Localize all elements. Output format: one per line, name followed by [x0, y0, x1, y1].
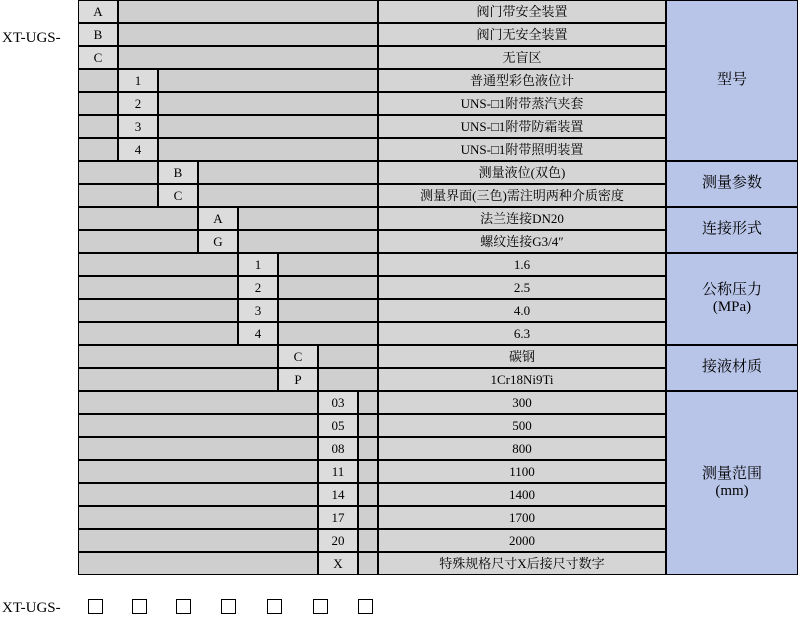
code-cell-B[interactable]: B	[158, 161, 198, 184]
group-label-line1-3: 公称压力	[701, 281, 762, 298]
row-filler-5	[78, 115, 118, 138]
code-cell-3[interactable]: 3	[238, 299, 278, 322]
row-trailing-filler-16	[318, 368, 378, 391]
legend-code-box-5[interactable]	[267, 599, 282, 614]
group-label-4	[666, 345, 798, 391]
description-cell-3: 普通型彩色液位计	[378, 69, 666, 92]
description-cell-12: 2.5	[378, 276, 666, 299]
row-filler-8	[78, 184, 158, 207]
description-cell-24: 特殊规格尺寸X后接尺寸数字	[378, 552, 666, 575]
code-cell-4[interactable]: 4	[238, 322, 278, 345]
legend-prefix-label: XT-UGS-	[2, 600, 61, 616]
code-cell-X[interactable]: X	[318, 552, 358, 575]
group-label-3	[666, 253, 798, 345]
description-cell-11: 1.6	[378, 253, 666, 276]
row-filler-20	[78, 460, 318, 483]
code-cell-A[interactable]: A	[198, 207, 238, 230]
row-filler-24	[78, 552, 318, 575]
description-cell-20: 1100	[378, 460, 666, 483]
row-trailing-filler-24	[358, 552, 378, 575]
row-trailing-filler-14	[278, 322, 378, 345]
group-label-line2-5: (mm)	[715, 483, 749, 499]
code-cell-G[interactable]: G	[198, 230, 238, 253]
legend-code-box-4[interactable]	[221, 599, 236, 614]
row-trailing-filler-21	[358, 483, 378, 506]
code-cell-C[interactable]: C	[78, 46, 118, 69]
row-trailing-filler-2	[118, 46, 378, 69]
row-filler-18	[78, 414, 318, 437]
description-cell-17: 300	[378, 391, 666, 414]
row-trailing-filler-13	[278, 299, 378, 322]
row-trailing-filler-11	[278, 253, 378, 276]
description-cell-16: 1Cr18Ni9Ti	[378, 368, 666, 391]
description-cell-23: 2000	[378, 529, 666, 552]
group-label-line1-5: 测量范围	[701, 465, 762, 482]
legend-code-box-2[interactable]	[132, 599, 147, 614]
group-label-1	[666, 161, 798, 207]
description-cell-1: 阀门无安全装置	[378, 23, 666, 46]
code-cell-4[interactable]: 4	[118, 138, 158, 161]
row-filler-7	[78, 161, 158, 184]
row-filler-13	[78, 299, 238, 322]
code-cell-05[interactable]: 05	[318, 414, 358, 437]
row-filler-21	[78, 483, 318, 506]
row-trailing-filler-8	[198, 184, 378, 207]
row-filler-19	[78, 437, 318, 460]
description-cell-0: 阀门带安全装置	[378, 0, 666, 23]
description-cell-14: 6.3	[378, 322, 666, 345]
row-trailing-filler-3	[158, 69, 378, 92]
description-cell-8: 测量界面(三色)需注明两种介质密度	[378, 184, 666, 207]
row-trailing-filler-20	[358, 460, 378, 483]
code-cell-03[interactable]: 03	[318, 391, 358, 414]
code-cell-08[interactable]: 08	[318, 437, 358, 460]
row-filler-15	[78, 345, 278, 368]
row-trailing-filler-7	[198, 161, 378, 184]
row-filler-6	[78, 138, 118, 161]
row-trailing-filler-22	[358, 506, 378, 529]
group-label-line1-1: 测量参数	[701, 175, 762, 192]
description-cell-5: UNS-□1附带防霜装置	[378, 115, 666, 138]
row-filler-3	[78, 69, 118, 92]
group-label-5	[666, 391, 798, 575]
code-cell-14[interactable]: 14	[318, 483, 358, 506]
description-cell-9: 法兰连接DN20	[378, 207, 666, 230]
legend-code-box-1[interactable]	[88, 599, 103, 614]
code-cell-C[interactable]: C	[158, 184, 198, 207]
row-trailing-filler-4	[158, 92, 378, 115]
legend-code-box-7[interactable]	[358, 599, 373, 614]
row-trailing-filler-15	[318, 345, 378, 368]
description-cell-19: 800	[378, 437, 666, 460]
row-filler-14	[78, 322, 238, 345]
code-cell-2[interactable]: 2	[238, 276, 278, 299]
description-cell-10: 螺纹连接G3/4″	[378, 230, 666, 253]
description-cell-4: UNS-□1附带蒸汽夹套	[378, 92, 666, 115]
row-filler-17	[78, 391, 318, 414]
row-trailing-filler-19	[358, 437, 378, 460]
row-trailing-filler-1	[118, 23, 378, 46]
code-legend-row	[0, 596, 800, 626]
description-cell-21: 1400	[378, 483, 666, 506]
description-cell-22: 1700	[378, 506, 666, 529]
group-label-2	[666, 207, 798, 253]
group-label-line1-0: 型号	[716, 71, 747, 88]
model-prefix-top: XT-UGS-	[2, 30, 61, 46]
row-trailing-filler-18	[358, 414, 378, 437]
group-label-line1-4: 接液材质	[701, 359, 762, 376]
group-label-line2-3: (MPa)	[712, 299, 752, 315]
code-cell-17[interactable]: 17	[318, 506, 358, 529]
code-cell-2[interactable]: 2	[118, 92, 158, 115]
description-cell-13: 4.0	[378, 299, 666, 322]
code-cell-11[interactable]: 11	[318, 460, 358, 483]
group-label-line1-2: 连接形式	[701, 221, 762, 238]
description-cell-18: 500	[378, 414, 666, 437]
code-cell-P[interactable]: P	[278, 368, 318, 391]
row-filler-4	[78, 92, 118, 115]
row-trailing-filler-6	[158, 138, 378, 161]
row-trailing-filler-10	[238, 230, 378, 253]
code-cell-B[interactable]: B	[78, 23, 118, 46]
legend-code-box-6[interactable]	[313, 599, 328, 614]
description-cell-15: 碳钢	[378, 345, 666, 368]
group-label-0	[666, 0, 798, 161]
code-cell-1[interactable]: 1	[118, 69, 158, 92]
description-cell-7: 测量液位(双色)	[378, 161, 666, 184]
row-trailing-filler-9	[238, 207, 378, 230]
row-trailing-filler-12	[278, 276, 378, 299]
row-filler-22	[78, 506, 318, 529]
code-cell-C[interactable]: C	[278, 345, 318, 368]
code-cell-3[interactable]: 3	[118, 115, 158, 138]
row-filler-12	[78, 276, 238, 299]
row-trailing-filler-23	[358, 529, 378, 552]
description-cell-2: 无盲区	[378, 46, 666, 69]
row-trailing-filler-17	[358, 391, 378, 414]
row-trailing-filler-5	[158, 115, 378, 138]
code-cell-1[interactable]: 1	[238, 253, 278, 276]
legend-code-box-3[interactable]	[176, 599, 191, 614]
row-filler-23	[78, 529, 318, 552]
row-filler-9	[78, 207, 198, 230]
row-filler-10	[78, 230, 198, 253]
row-filler-11	[78, 253, 238, 276]
row-trailing-filler-0	[118, 0, 378, 23]
description-cell-6: UNS-□1附带照明装置	[378, 138, 666, 161]
row-filler-16	[78, 368, 278, 391]
code-cell-20[interactable]: 20	[318, 529, 358, 552]
code-cell-A[interactable]: A	[78, 0, 118, 23]
